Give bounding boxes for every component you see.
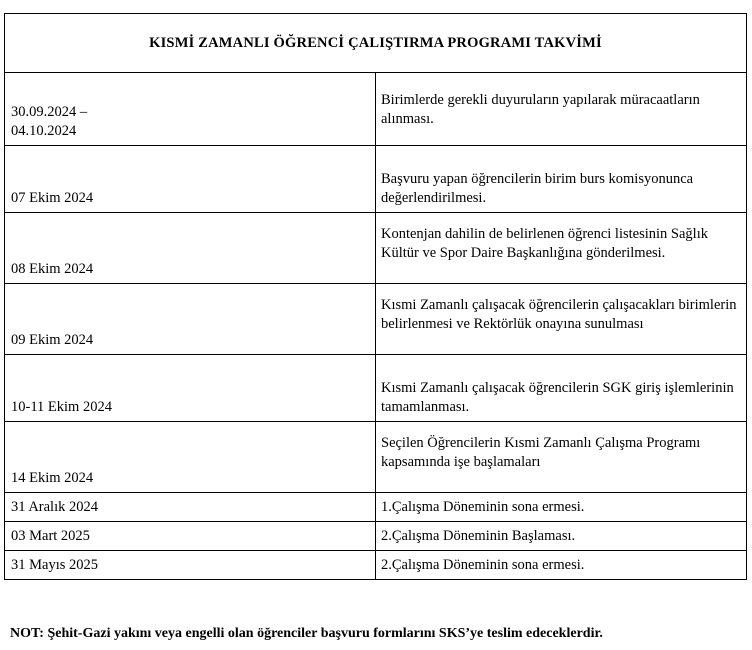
date-cell: 08 Ekim 2024 — [5, 213, 376, 284]
date-cell: 07 Ekim 2024 — [5, 146, 376, 213]
description-cell: Seçilen Öğrencilerin Kısmi Zamanlı Çalışma Programı kapsamında işe başlamaları — [376, 422, 747, 493]
description-cell: 1.Çalışma Döneminin sona ermesi. — [376, 493, 747, 522]
title-row — [5, 14, 747, 73]
date-cell: 31 Mayıs 2025 — [5, 551, 376, 580]
date-cell — [5, 73, 376, 146]
table-row — [5, 522, 747, 551]
date-cell: 14 Ekim 2024 — [5, 422, 376, 493]
date-cell: 10-11 Ekim 2024 — [5, 355, 376, 422]
table-row — [5, 146, 747, 213]
table-row — [5, 284, 747, 355]
table-row — [5, 493, 747, 522]
date-cell: 03 Mart 2025 — [5, 522, 376, 551]
schedule-table — [4, 13, 747, 580]
table-row — [5, 551, 747, 580]
description-cell: 2.Çalışma Döneminin sona ermesi. — [376, 551, 747, 580]
description-cell: 2.Çalışma Döneminin Başlaması. — [376, 522, 747, 551]
document-title: KISMİ ZAMANLI ÖĞRENCİ ÇALIŞTIRMA PROGRAMI TAKVİMİ — [5, 14, 747, 73]
date-line-end: 04.10.2024 — [11, 123, 77, 139]
description-cell: Kısmi Zamanlı çalışacak öğrencilerin çalışacakları birimlerin belirlenmesi ve Rektörlük onayına sunulması — [376, 284, 747, 355]
description-cell: Başvuru yapan öğrencilerin birim burs komisyonunca değerlendirilmesi. — [376, 146, 747, 213]
table-row — [5, 213, 747, 284]
date-line-start: 30.09.2024 – — [11, 104, 88, 120]
table-row — [5, 355, 747, 422]
date-cell: 09 Ekim 2024 — [5, 284, 376, 355]
date-cell: 31 Aralık 2024 — [5, 493, 376, 522]
footnote: NOT: Şehit-Gazi yakını veya engelli olan öğrenciler başvuru formlarını SKS’ye teslim edeceklerdir. — [10, 626, 603, 641]
description-cell: Kontenjan dahilin de belirlenen öğrenci listesinin Sağlık Kültür ve Spor Daire Başkanlığına gönderilmesi. — [376, 213, 747, 284]
table-row — [5, 73, 747, 146]
table-row — [5, 422, 747, 493]
description-cell: Kısmi Zamanlı çalışacak öğrencilerin SGK giriş işlemlerinin tamamlanması. — [376, 355, 747, 422]
description-cell: Birimlerde gerekli duyuruların yapılarak müracaatların alınması. — [376, 73, 747, 146]
